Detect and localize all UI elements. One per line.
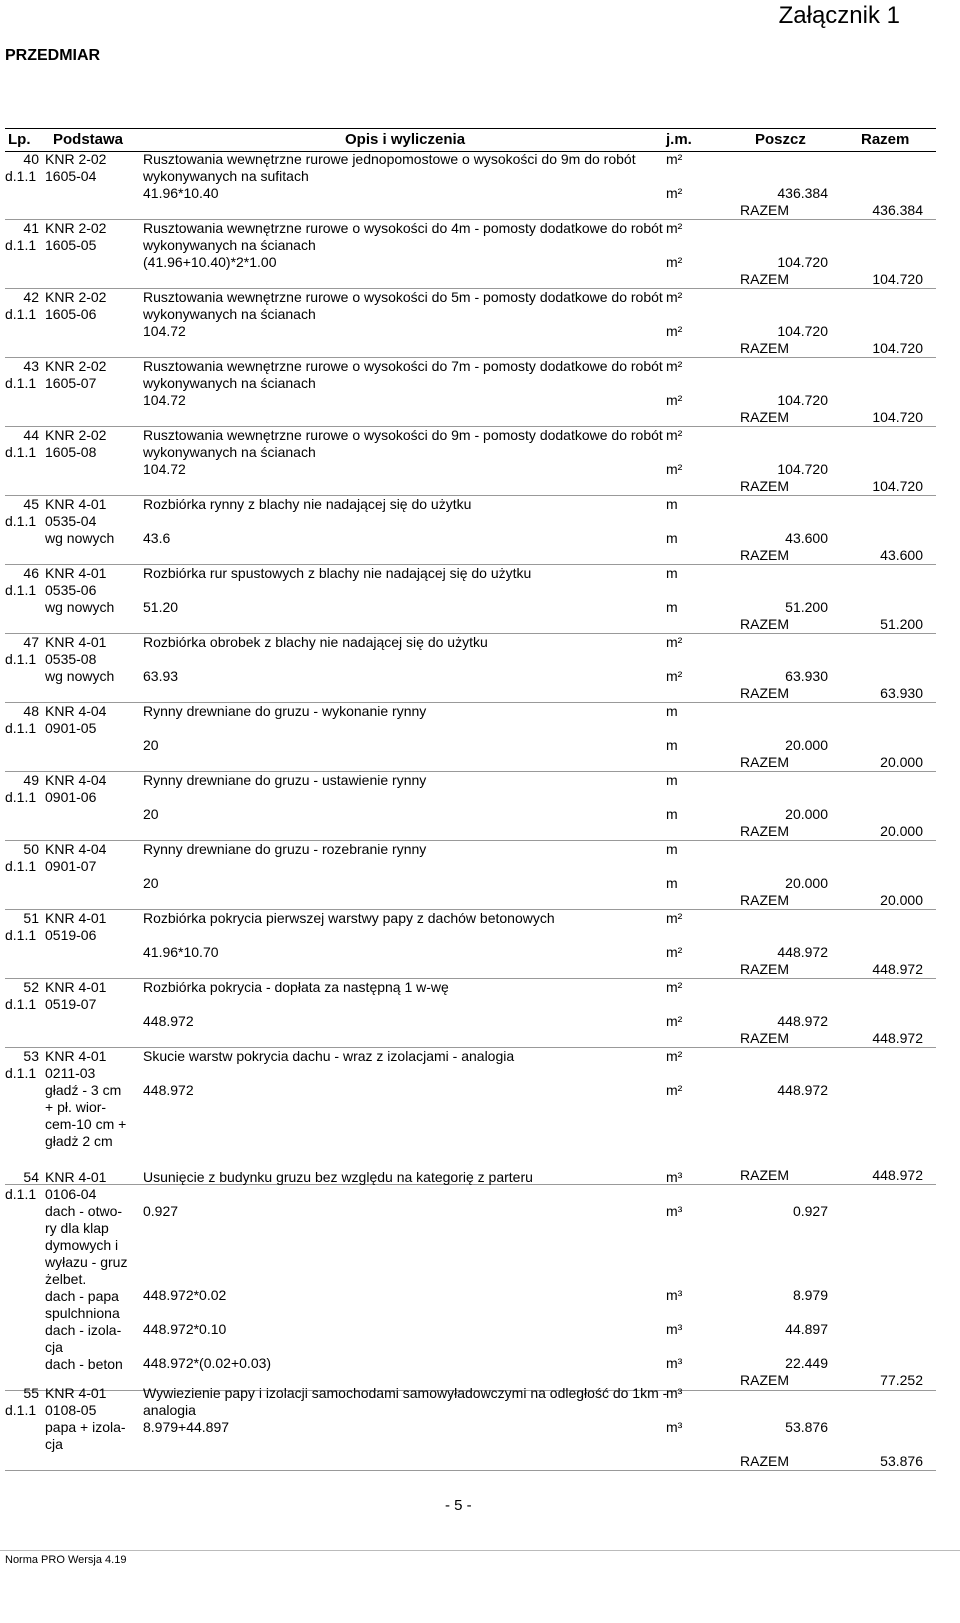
calc-unit: m bbox=[666, 530, 678, 546]
razem-label: RAZEM bbox=[740, 271, 789, 287]
item-ref: d.1.1 bbox=[5, 444, 37, 460]
calc-unit: m² bbox=[666, 944, 683, 960]
item-description: Rusztowania wewnętrzne rurowe o wysokości do 9m - pomosty dodatkowe do robót wykonywanych na ścianach bbox=[143, 427, 663, 460]
calc-expression: 104.72 bbox=[143, 323, 186, 339]
razem-label: RAZEM bbox=[740, 340, 789, 356]
item-ref: d.1.1 bbox=[5, 1065, 37, 1081]
column-lp: Lp. bbox=[8, 131, 31, 148]
item-ref: d.1.1 bbox=[5, 789, 37, 805]
calc-unit: m² bbox=[666, 668, 683, 684]
item-description: Rusztowania wewnętrzne rurowe o wysokości do 7m - pomosty dodatkowe do robót wykonywanych na ścianach bbox=[143, 358, 663, 391]
calc-value: 53.876 bbox=[785, 1419, 828, 1435]
razem-label: RAZEM bbox=[740, 1453, 789, 1469]
item-unit: m² bbox=[666, 220, 683, 236]
basis-line: 0535-08 bbox=[45, 651, 97, 667]
calc-expression: 63.93 bbox=[143, 668, 179, 684]
basis-line: KNR 4-01 bbox=[45, 1169, 107, 1185]
item-ref: d.1.1 bbox=[5, 237, 37, 253]
item-ref: d.1.1 bbox=[5, 927, 37, 943]
item-number: 52 bbox=[23, 979, 39, 995]
calc-expression: 20 bbox=[143, 737, 159, 753]
calc-unit: m² bbox=[666, 323, 683, 339]
calc-expression: 41.96*10.40 bbox=[143, 185, 219, 201]
table-row bbox=[5, 979, 936, 1048]
item-unit: m³ bbox=[666, 1385, 683, 1401]
calc-expression: 8.979+44.897 bbox=[143, 1419, 230, 1435]
item-description: Rozbiórka obrobek z blachy nie nadającej się do użytku bbox=[143, 634, 488, 650]
calc-value: 104.720 bbox=[777, 392, 828, 408]
razem-label: RAZEM bbox=[740, 685, 789, 701]
item-ref: d.1.1 bbox=[5, 1186, 37, 1202]
calc-value: 104.720 bbox=[777, 461, 828, 477]
calc-unit: m bbox=[666, 599, 678, 615]
razem-label: RAZEM bbox=[740, 202, 789, 218]
basis-line: 0901-05 bbox=[45, 720, 97, 736]
basis-line: 0519-06 bbox=[45, 927, 97, 943]
razem-value: 104.720 bbox=[872, 478, 923, 494]
table-row bbox=[5, 289, 936, 358]
basis-line: 1605-06 bbox=[45, 306, 97, 322]
item-number: 40 bbox=[23, 151, 39, 167]
basis-line: 1605-05 bbox=[45, 237, 97, 253]
item-unit: m² bbox=[666, 289, 683, 305]
table-row bbox=[5, 220, 936, 289]
item-number: 44 bbox=[23, 427, 39, 443]
calc-unit: m³ bbox=[666, 1419, 683, 1435]
calc-unit: m³ bbox=[666, 1321, 683, 1337]
basis-line: gładż 2 cm bbox=[45, 1133, 113, 1149]
item-ref: d.1.1 bbox=[5, 651, 37, 667]
item-number: 53 bbox=[23, 1048, 39, 1064]
calc-value: 448.972 bbox=[777, 1013, 828, 1029]
item-ref: d.1.1 bbox=[5, 582, 37, 598]
annex-title: Załącznik 1 bbox=[778, 2, 900, 29]
item-unit: m² bbox=[666, 634, 683, 650]
basis-line: dach - beton bbox=[45, 1356, 123, 1372]
basis-line: wg nowych bbox=[45, 530, 115, 546]
table-row bbox=[5, 634, 936, 703]
basis-line: 0901-06 bbox=[45, 789, 97, 805]
calc-expression: 448.972*(0.02+0.03) bbox=[143, 1355, 272, 1371]
table-row bbox=[5, 1048, 936, 1185]
item-unit: m² bbox=[666, 1048, 683, 1064]
item-ref: d.1.1 bbox=[5, 168, 37, 184]
table-row bbox=[5, 910, 936, 979]
table-row bbox=[5, 358, 936, 427]
calc-unit: m² bbox=[666, 185, 683, 201]
basis-line: KNR 4-01 bbox=[45, 1048, 107, 1064]
calc-expression: 448.972 bbox=[143, 1013, 194, 1029]
table-row bbox=[5, 772, 936, 841]
calc-value: 20.000 bbox=[785, 806, 828, 822]
calc-value: 0.927 bbox=[792, 1203, 828, 1219]
item-number: 51 bbox=[23, 910, 39, 926]
calc-unit: m² bbox=[666, 461, 683, 477]
table-row bbox=[5, 703, 936, 772]
basis-line: KNR 2-02 bbox=[45, 220, 107, 236]
basis-line: dymowych i bbox=[45, 1237, 119, 1253]
column-quantity: Poszcz bbox=[755, 131, 806, 148]
item-unit: m bbox=[666, 772, 678, 788]
basis-line: wg nowych bbox=[45, 599, 115, 615]
basis-line: KNR 2-02 bbox=[45, 151, 107, 167]
razem-label: RAZEM bbox=[740, 823, 789, 839]
razem-value: 20.000 bbox=[880, 754, 923, 770]
column-description: Opis i wyliczenia bbox=[345, 131, 466, 148]
calc-unit: m² bbox=[666, 254, 683, 270]
item-number: 50 bbox=[23, 841, 39, 857]
table-row bbox=[5, 151, 936, 220]
item-ref: d.1.1 bbox=[5, 1402, 37, 1418]
razem-value: 20.000 bbox=[880, 823, 923, 839]
item-number: 46 bbox=[23, 565, 39, 581]
basis-line: dach - otwo- bbox=[45, 1203, 123, 1219]
item-number: 43 bbox=[23, 358, 39, 374]
basis-line: 1605-07 bbox=[45, 375, 97, 391]
item-number: 45 bbox=[23, 496, 39, 512]
calc-expression: 51.20 bbox=[143, 599, 179, 615]
calc-value: 20.000 bbox=[785, 875, 828, 891]
calc-expression: 104.72 bbox=[143, 461, 186, 477]
calc-expression: 20 bbox=[143, 806, 159, 822]
item-ref: d.1.1 bbox=[5, 306, 37, 322]
basis-line: wyłazu - gruz bbox=[45, 1254, 128, 1270]
calc-value: 43.600 bbox=[785, 530, 828, 546]
item-description: Rusztowania wewnętrzne rurowe o wysokości do 5m - pomosty dodatkowe do robót wykonywanych na ścianach bbox=[143, 289, 663, 322]
basis-line: cja bbox=[45, 1339, 63, 1355]
item-description: Rozbiórka pokrycia pierwszej warstwy papy z dachów betonowych bbox=[143, 910, 555, 926]
basis-line: gładź - 3 cm bbox=[45, 1082, 122, 1098]
calc-unit: m bbox=[666, 737, 678, 753]
calc-expression: 20 bbox=[143, 875, 159, 891]
calc-value: 104.720 bbox=[777, 254, 828, 270]
item-unit: m bbox=[666, 565, 678, 581]
item-ref: d.1.1 bbox=[5, 720, 37, 736]
item-ref: d.1.1 bbox=[5, 996, 37, 1012]
basis-line: KNR 2-02 bbox=[45, 358, 107, 374]
table-row bbox=[5, 1385, 936, 1471]
calc-value: 44.897 bbox=[785, 1321, 828, 1337]
item-unit: m bbox=[666, 841, 678, 857]
item-number: 42 bbox=[23, 289, 39, 305]
table-row bbox=[5, 841, 936, 910]
calc-unit: m³ bbox=[666, 1287, 683, 1303]
item-unit: m² bbox=[666, 910, 683, 926]
calc-value: 20.000 bbox=[785, 737, 828, 753]
basis-line: KNR 4-01 bbox=[45, 634, 107, 650]
calc-value: 8.979 bbox=[792, 1287, 828, 1303]
calc-unit: m² bbox=[666, 392, 683, 408]
basis-line: 0519-07 bbox=[45, 996, 97, 1012]
razem-value: 448.972 bbox=[872, 1030, 923, 1046]
item-description: Wywiezienie papy i izolacji samochodami samowyładowczymi na odległość do 1km - analogia bbox=[143, 1385, 668, 1418]
razem-value: 63.930 bbox=[880, 685, 923, 701]
calc-value: 51.200 bbox=[785, 599, 828, 615]
calc-value: 448.972 bbox=[777, 1082, 828, 1098]
calc-value: 22.449 bbox=[785, 1355, 828, 1371]
calc-expression: 41.96*10.70 bbox=[143, 944, 219, 960]
item-ref: d.1.1 bbox=[5, 375, 37, 391]
item-description: Rusztowania wewnętrzne rurowe jednopomostowe o wysokości do 9m do robót wykonywanych na sufitach bbox=[143, 151, 636, 184]
razem-label: RAZEM bbox=[740, 409, 789, 425]
basis-line: wg nowych bbox=[45, 668, 115, 684]
item-unit: m² bbox=[666, 979, 683, 995]
razem-value: 448.972 bbox=[872, 1167, 923, 1183]
basis-line: 1605-04 bbox=[45, 168, 97, 184]
basis-line: KNR 2-02 bbox=[45, 427, 107, 443]
razem-label: RAZEM bbox=[740, 616, 789, 632]
basis-line: spulchniona bbox=[45, 1305, 120, 1321]
basis-line: KNR 4-04 bbox=[45, 841, 107, 857]
basis-line: 0535-06 bbox=[45, 582, 97, 598]
razem-value: 436.384 bbox=[872, 202, 923, 218]
calc-value: 104.720 bbox=[777, 323, 828, 339]
basis-line: + pł. wior- bbox=[45, 1099, 107, 1115]
item-number: 54 bbox=[23, 1169, 39, 1185]
table-header bbox=[5, 128, 936, 152]
item-description: Rozbiórka pokrycia - dopłata za następną 1 w-wę bbox=[143, 979, 449, 995]
item-unit: m³ bbox=[666, 1169, 683, 1185]
calc-unit: m³ bbox=[666, 1203, 683, 1219]
razem-value: 448.972 bbox=[872, 961, 923, 977]
item-description: Rynny drewniane do gruzu - wykonanie rynny bbox=[143, 703, 427, 719]
software-footer: Norma PRO Wersja 4.19 bbox=[5, 1554, 127, 1566]
basis-line: dach - papa bbox=[45, 1288, 119, 1304]
item-unit: m bbox=[666, 703, 678, 719]
calc-value: 436.384 bbox=[777, 185, 828, 201]
table-row bbox=[5, 565, 936, 634]
basis-line: KNR 4-01 bbox=[45, 496, 107, 512]
table-row bbox=[5, 496, 936, 565]
basis-line: 0535-04 bbox=[45, 513, 97, 529]
calc-expression: 448.972*0.02 bbox=[143, 1287, 227, 1303]
razem-value: 77.252 bbox=[880, 1372, 923, 1388]
item-unit: m² bbox=[666, 358, 683, 374]
item-description: Rynny drewniane do gruzu - ustawienie rynny bbox=[143, 772, 427, 788]
razem-label: RAZEM bbox=[740, 961, 789, 977]
item-number: 41 bbox=[23, 220, 39, 236]
calc-expression: 104.72 bbox=[143, 392, 186, 408]
item-number: 48 bbox=[23, 703, 39, 719]
table-row bbox=[5, 1169, 936, 1391]
basis-line: KNR 4-01 bbox=[45, 565, 107, 581]
table-row bbox=[5, 427, 936, 496]
basis-line: KNR 2-02 bbox=[45, 289, 107, 305]
calc-unit: m² bbox=[666, 1082, 683, 1098]
item-description: Rozbiórka rynny z blachy nie nadającej się do użytku bbox=[143, 496, 472, 512]
calc-unit: m³ bbox=[666, 1355, 683, 1371]
calc-expression: 448.972 bbox=[143, 1082, 194, 1098]
basis-line: KNR 4-01 bbox=[45, 910, 107, 926]
item-number: 49 bbox=[23, 772, 39, 788]
calc-value: 63.930 bbox=[785, 668, 828, 684]
page-number: - 5 - bbox=[445, 1497, 472, 1514]
basis-line: cja bbox=[45, 1436, 63, 1452]
item-ref: d.1.1 bbox=[5, 858, 37, 874]
razem-label: RAZEM bbox=[740, 478, 789, 494]
basis-line: KNR 4-04 bbox=[45, 772, 107, 788]
calc-expression: 43.6 bbox=[143, 530, 171, 546]
item-description: Skucie warstw pokrycia dachu - wraz z izolacjami - analogia bbox=[143, 1048, 515, 1064]
razem-value: 104.720 bbox=[872, 340, 923, 356]
item-description: Rozbiórka rur spustowych z blachy nie nadającej się do użytku bbox=[143, 565, 532, 581]
basis-line: dach - izola- bbox=[45, 1322, 122, 1338]
basis-line: 0108-05 bbox=[45, 1402, 97, 1418]
document-title: PRZEDMIAR bbox=[5, 47, 101, 64]
razem-label: RAZEM bbox=[740, 1167, 789, 1183]
razem-label: RAZEM bbox=[740, 892, 789, 908]
item-unit: m² bbox=[666, 427, 683, 443]
column-unit: j.m. bbox=[666, 131, 692, 148]
razem-label: RAZEM bbox=[740, 754, 789, 770]
calc-unit: m bbox=[666, 875, 678, 891]
item-description: Rusztowania wewnętrzne rurowe o wysokości do 4m - pomosty dodatkowe do robót wykonywanych na ścianach bbox=[143, 220, 663, 253]
razem-label: RAZEM bbox=[740, 1030, 789, 1046]
column-basis: Podstawa bbox=[53, 131, 124, 148]
item-number: 55 bbox=[23, 1385, 39, 1401]
razem-value: 51.200 bbox=[880, 616, 923, 632]
item-number: 47 bbox=[23, 634, 39, 650]
column-total: Razem bbox=[861, 131, 910, 148]
basis-line: 1605-08 bbox=[45, 444, 97, 460]
razem-value: 53.876 bbox=[880, 1453, 923, 1469]
item-description: Usunięcie z budynku gruzu bez względu na kategorię z parteru bbox=[143, 1169, 533, 1185]
item-unit: m² bbox=[666, 151, 683, 167]
calc-expression: 0.927 bbox=[143, 1203, 179, 1219]
calc-expression: (41.96+10.40)*2*1.00 bbox=[143, 254, 277, 270]
basis-line: 0211-03 bbox=[45, 1065, 96, 1081]
razem-label: RAZEM bbox=[740, 1372, 789, 1388]
razem-value: 20.000 bbox=[880, 892, 923, 908]
basis-line: ry dla klap bbox=[45, 1220, 109, 1236]
basis-line: 0901-07 bbox=[45, 858, 97, 874]
razem-value: 43.600 bbox=[880, 547, 923, 563]
basis-line: 0106-04 bbox=[45, 1186, 97, 1202]
bill-of-quantities-table bbox=[5, 151, 936, 1523]
razem-value: 104.720 bbox=[872, 271, 923, 287]
basis-line: cem-10 cm + bbox=[45, 1116, 127, 1132]
calc-value: 448.972 bbox=[777, 944, 828, 960]
footer-divider bbox=[0, 1550, 960, 1551]
basis-line: KNR 4-01 bbox=[45, 979, 107, 995]
basis-line: KNR 4-04 bbox=[45, 703, 107, 719]
item-unit: m bbox=[666, 496, 678, 512]
basis-line: papa + izola- bbox=[45, 1419, 126, 1435]
item-ref: d.1.1 bbox=[5, 513, 37, 529]
calc-expression: 448.972*0.10 bbox=[143, 1321, 227, 1337]
razem-value: 104.720 bbox=[872, 409, 923, 425]
calc-unit: m² bbox=[666, 1013, 683, 1029]
item-description: Rynny drewniane do gruzu - rozebranie rynny bbox=[143, 841, 427, 857]
calc-unit: m bbox=[666, 806, 678, 822]
basis-line: KNR 4-01 bbox=[45, 1385, 107, 1401]
basis-line: żelbet. bbox=[45, 1271, 87, 1287]
razem-label: RAZEM bbox=[740, 547, 789, 563]
